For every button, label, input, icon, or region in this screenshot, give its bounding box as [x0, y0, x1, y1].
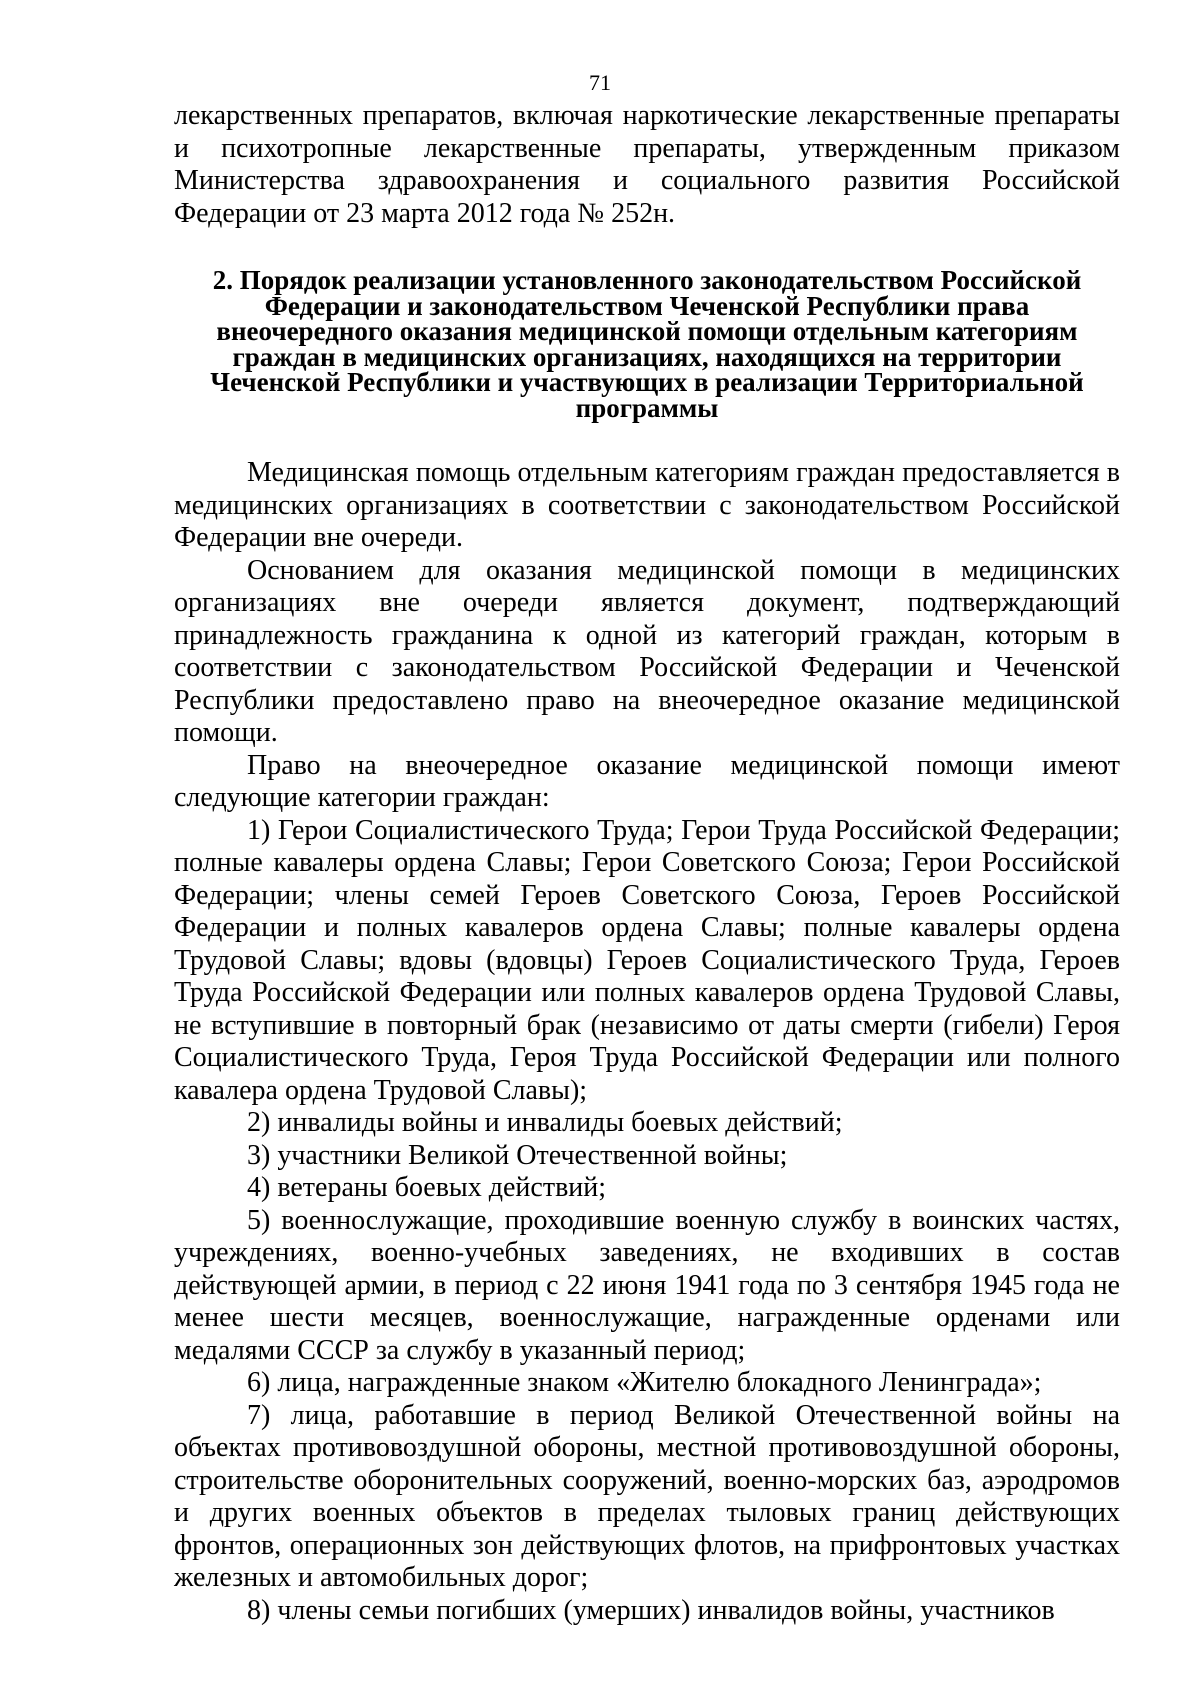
body-paragraph: Медицинская помощь отдельным категориям граждан предоставляется в медицинских организациях в соответствии с законодательством Российской Федерации вне очереди.: [174, 457, 1120, 553]
list-item: 2) инвалиды войны и инвалиды боевых действий;: [247, 1107, 843, 1138]
list-item: 6) лица, награжденные знаком «Жителю блокадного Ленинграда»;: [247, 1367, 1042, 1398]
intro-paragraph: лекарственных препаратов, включая наркотические лекарственные препараты и психотропные лекарственные препараты, утвержденным приказом Министерства здравоохранения и социального развития Российской Федерации от 23 марта 2012 года № 252н.: [174, 100, 1120, 229]
body-paragraph: Право на внеочередное оказание медицинской помощи имеют следующие категории граждан:: [174, 749, 1120, 813]
list-item: 4) ветераны боевых действий;: [247, 1172, 607, 1203]
list-item: 7) лица, работавшие в период Великой Отечественной войны на объектах противовоздушной обороны, местной противовоздушной обороны, строительстве оборонительных сооружений, военно-морских баз, аэродромов и других военных объектов в пределах тыловых границ действующих фронтов, операционных зон действующих флотов, на прифронтовых участках железных и автомобильных дорог;: [174, 1399, 1120, 1593]
section-heading: 2. Порядок реализации установленного законодательством Российской Федерации и законодательством Чеченской Республики права внеочередного оказания медицинской помощи отдельным категориям граждан в медицинских организациях, находящихся на территории Чеченской Республики и участвующих в реализации Территориальной программы: [210, 265, 1084, 423]
list-item: 8) члены семьи погибших (умерших) инвалидов войны, участников: [247, 1594, 1055, 1626]
list-item: 3) участники Великой Отечественной войны;: [247, 1139, 788, 1171]
document-body: [174, 100, 1120, 1627]
page-number: 71: [589, 70, 611, 95]
list-item: 5) военнослужащие, проходившие военную службу в воинских частях, учреждениях, военно-учебных заведениях, не входивших в состав действующей армии, в период с 22 июня 1941 года по 3 сентября 1945 года не менее шести месяцев, военнослужащие, награжденные орденами или медалями СССР за службу в указанный период;: [174, 1204, 1120, 1366]
body-paragraph: Основанием для оказания медицинской помощи в медицинских организациях вне очереди является документ, подтверждающий принадлежность гражданина к одной из категорий граждан, которым в соответствии с законодательством Российской Федерации и Чеченской Республики предоставлено право на внеочередное оказание медицинской помощи.: [174, 554, 1120, 748]
list-item: 1) Герои Социалистического Труда; Герои Труда Российской Федерации; полные кавалеры ордена Славы; Герои Советского Союза; Герои Российской Федерации; члены семей Героев Советского Союза, Героев Российской Федерации и полных кавалеров ордена Славы; полные кавалеры ордена Трудовой Славы; вдовы (вдовцы) Героев Социалистического Труда, Героев Труда Российской Федерации или полных кавалеров ордена Трудовой Славы, не вступившие в повторный брак (независимо от даты смерти (гибели) Героя Социалистического Труда, Героя Труда Российской Федерации или полного кавалера ордена Трудовой Славы);: [174, 814, 1120, 1106]
